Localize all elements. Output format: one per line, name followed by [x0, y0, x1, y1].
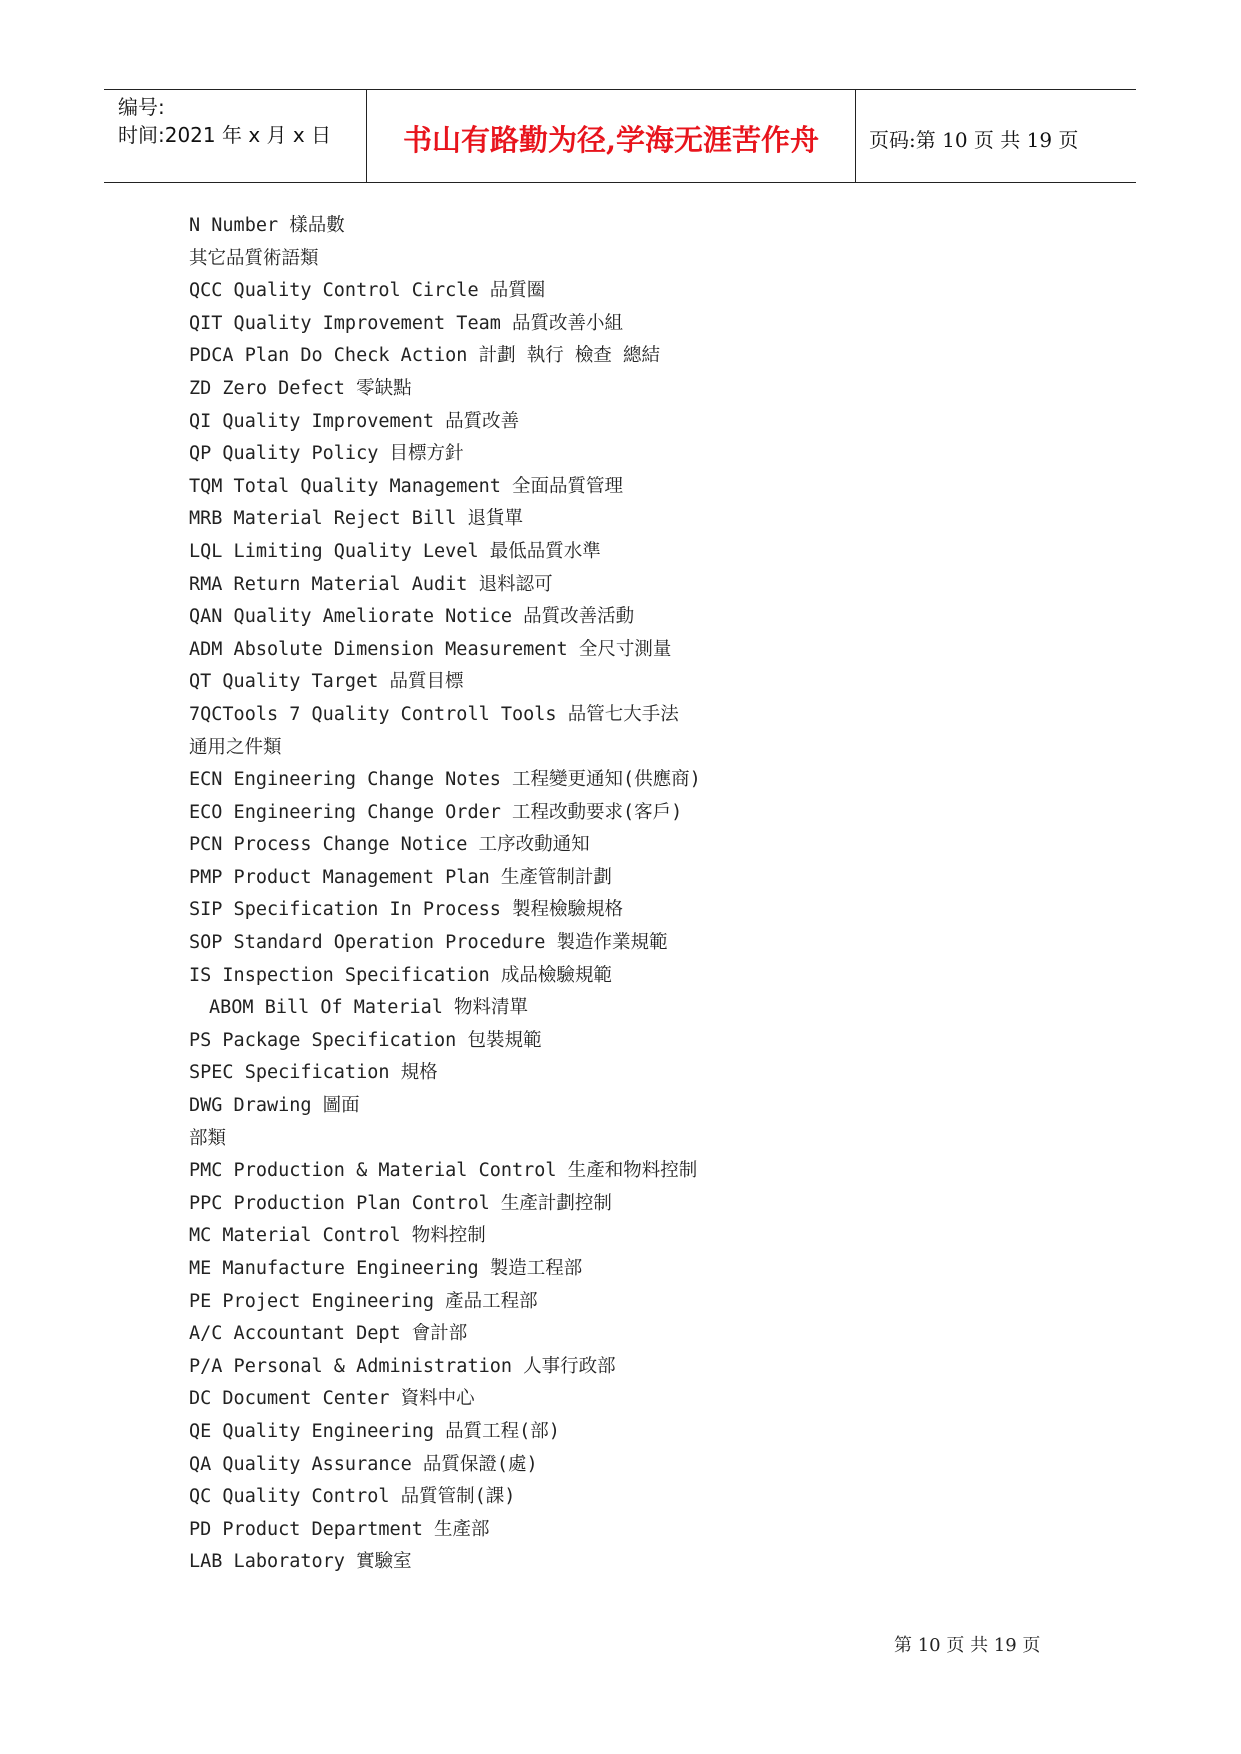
header-page-number: 页码:第 10 页 共 19 页 — [869, 127, 1079, 152]
glossary-entry: PDCA Plan Do Check Action 計劃 執行 檢查 總結 — [189, 345, 661, 367]
page-footer: 第 10 页 共 19 页 — [894, 1635, 1041, 1656]
glossary-entry: DWG Drawing 圖面 — [189, 1095, 360, 1117]
section-heading: 部類 — [189, 1127, 227, 1149]
section-heading: 其它品質術語類 — [189, 247, 319, 269]
glossary-entry: QC Quality Control 品質管制(課) — [189, 1486, 516, 1508]
glossary-entry: PE Project Engineering 產品工程部 — [189, 1290, 538, 1312]
glossary-entry: ADM Absolute Dimension Measurement 全尺寸測量 — [189, 638, 672, 660]
glossary-entry: RMA Return Material Audit 退料認可 — [189, 573, 553, 595]
glossary-entry: SIP Specification In Process 製程檢驗規格 — [189, 899, 624, 921]
glossary-entry: A/C Accountant Dept 會計部 — [189, 1323, 468, 1345]
glossary-entry: LAB Laboratory 實驗室 — [189, 1551, 412, 1573]
glossary-entry: QIT Quality Improvement Team 品質改善小組 — [189, 312, 624, 334]
glossary-entry: QAN Quality Ameliorate Notice 品質改善活動 — [189, 606, 635, 628]
glossary-entry: MRB Material Reject Bill 退貨單 — [189, 508, 523, 530]
glossary-entry: PMP Product Management Plan 生產管制計劃 — [189, 866, 612, 888]
section-heading: 通用之件類 — [189, 736, 282, 758]
header-motto: 书山有路勤为径,学海无涯苦作舟 — [367, 90, 856, 182]
glossary-entry: ECN Engineering Change Notes 工程變更通知(供應商) — [189, 769, 701, 791]
glossary-entry: SOP Standard Operation Procedure 製造作業規範 — [189, 932, 668, 954]
glossary-entry: LQL Limiting Quality Level 最低品質水準 — [189, 540, 601, 562]
number-label: 编号: — [118, 95, 165, 119]
glossary-list — [189, 210, 701, 1579]
glossary-entry: ZD Zero Defect 零缺點 — [189, 377, 412, 399]
glossary-entry: QP Quality Policy 目標方針 — [189, 443, 464, 465]
time-label: 时间:2021 年 x 月 x 日 — [118, 123, 332, 147]
glossary-entry: PCN Process Change Notice 工序改動通知 — [189, 834, 590, 856]
page-header — [104, 89, 1136, 183]
glossary-entry: QE Quality Engineering 品質工程(部) — [189, 1420, 560, 1442]
glossary-entry: ABOM Bill Of Material 物料清單 — [209, 997, 529, 1019]
glossary-entry: QCC Quality Control Circle 品質圈 — [189, 280, 546, 302]
header-meta — [104, 90, 367, 182]
glossary-entry: ME Manufacture Engineering 製造工程部 — [189, 1258, 583, 1279]
glossary-entry: ECO Engineering Change Order 工程改動要求(客戶) — [189, 801, 683, 823]
glossary-entry: MC Material Control 物料控制 — [189, 1225, 486, 1247]
glossary-entry: QI Quality Improvement 品質改善 — [189, 410, 520, 432]
glossary-entry: SPEC Specification 規格 — [189, 1062, 438, 1084]
glossary-entry: 7QCTools 7 Quality Controll Tools 品管七大手法 — [189, 703, 679, 725]
glossary-entry: PPC Production Plan Control 生產計劃控制 — [189, 1192, 612, 1214]
glossary-entry: DC Document Center 資料中心 — [189, 1388, 475, 1410]
glossary-entry: TQM Total Quality Management 全面品質管理 — [189, 475, 624, 497]
glossary-entry: PMC Production & Material Control 生產和物料控制 — [189, 1160, 698, 1182]
glossary-entry: P/A Personal & Administration 人事行政部 — [189, 1355, 616, 1377]
glossary-entry: IS Inspection Specification 成品檢驗規範 — [189, 964, 612, 986]
glossary-entry: QA Quality Assurance 品質保證(處) — [189, 1453, 538, 1475]
glossary-entry: N Number 樣品數 — [189, 215, 345, 236]
glossary-entry: QT Quality Target 品質目標 — [189, 671, 464, 693]
glossary-entry: PD Product Department 生產部 — [189, 1518, 490, 1540]
glossary-entry: PS Package Specification 包裝規範 — [189, 1029, 542, 1051]
